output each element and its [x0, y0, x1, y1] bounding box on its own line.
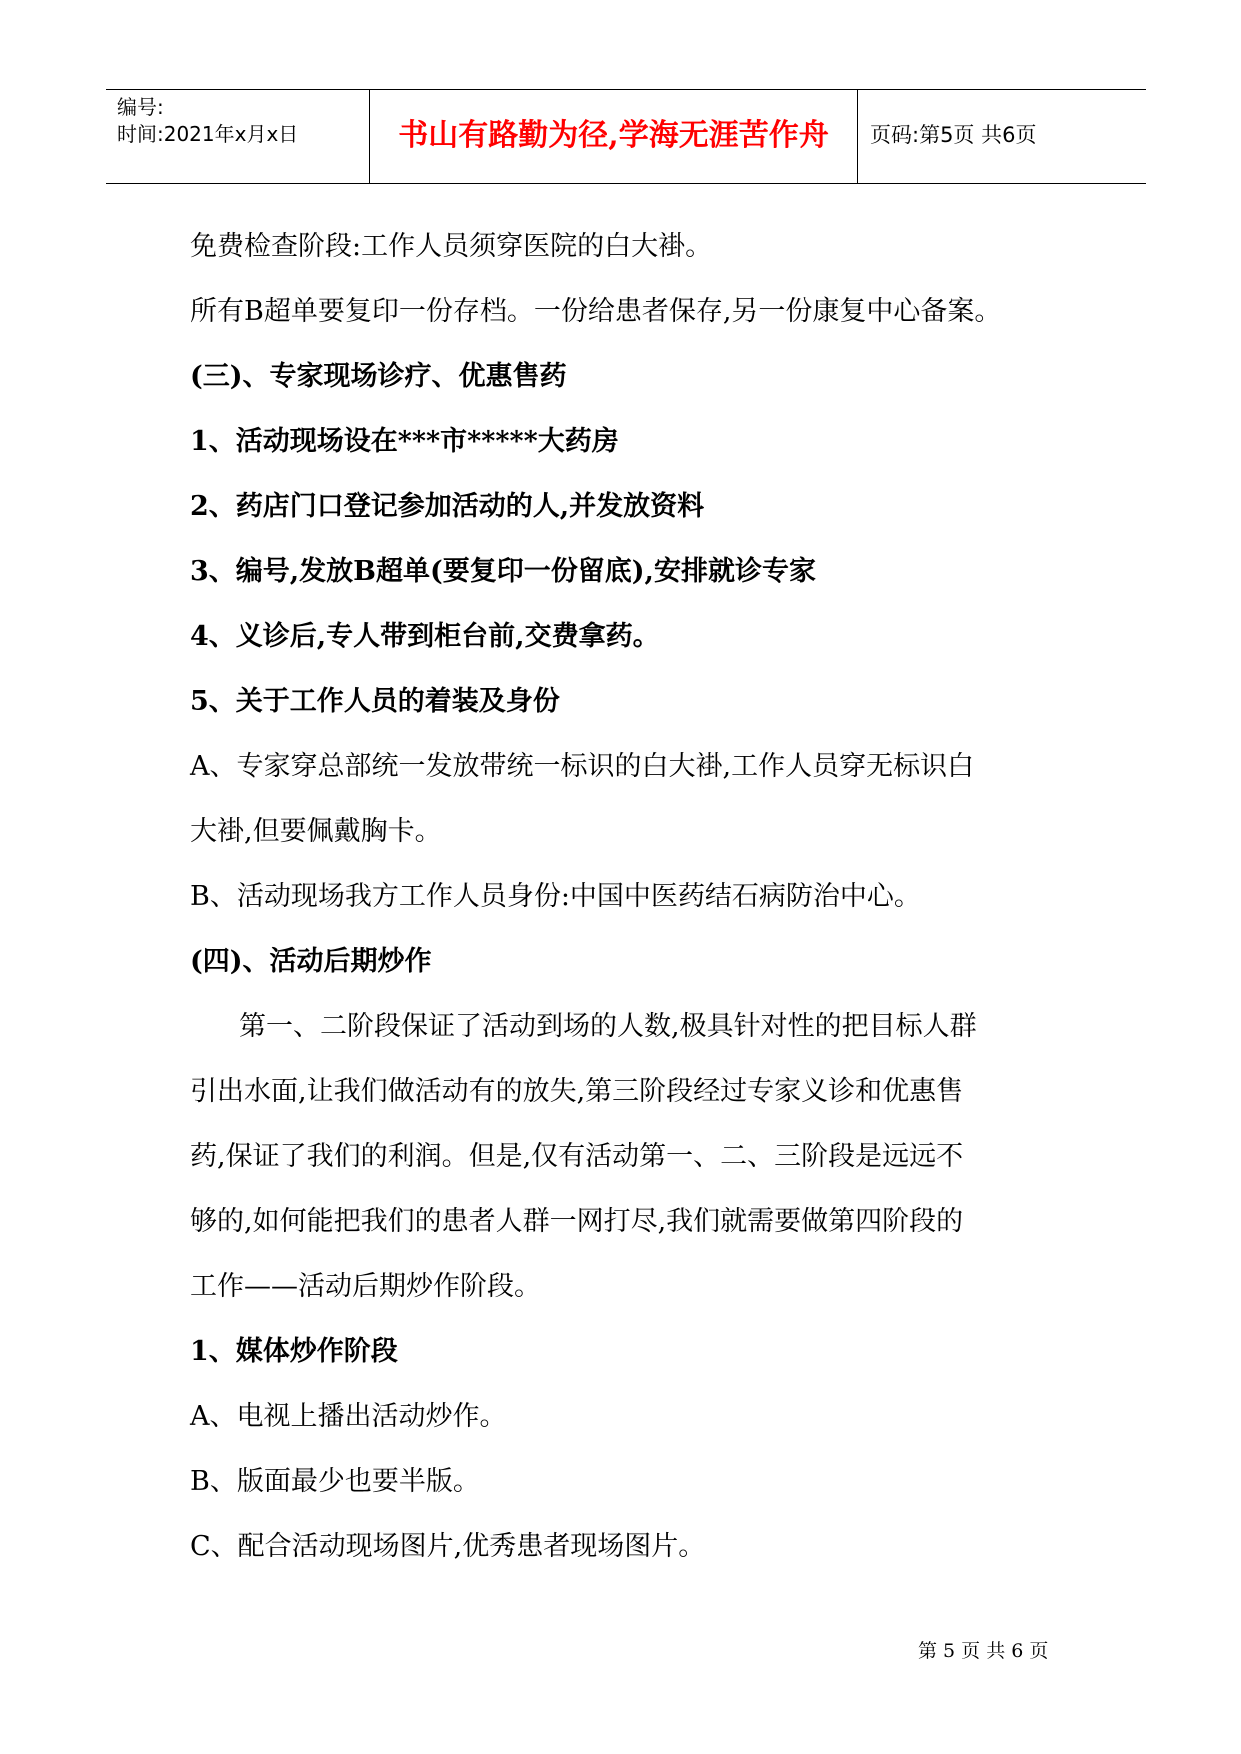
paragraph-line: A、电视上播出活动炒作。	[190, 1401, 507, 1432]
paragraph-line: B、活动现场我方工作人员身份:中国中医药结石病防治中心。	[190, 881, 921, 912]
section-heading: 1、媒体炒作阶段	[190, 1336, 398, 1367]
section-heading: (四)、活动后期炒作	[190, 946, 432, 977]
paragraph-line: 够的,如何能把我们的患者人群一网打尽,我们就需要做第四阶段的	[190, 1206, 964, 1237]
paragraph-line: 工作——活动后期炒作阶段。	[190, 1271, 541, 1302]
section-heading: (三)、专家现场诊疗、优惠售药	[190, 361, 567, 392]
paragraph-line: A、专家穿总部统一发放带统一标识的白大褂,工作人员穿无标识白	[190, 751, 975, 782]
list-item: 2、药店门口登记参加活动的人,并发放资料	[190, 491, 705, 522]
page-footer: 第 5 页 共 6 页	[918, 1640, 1049, 1662]
document-time-label: 时间:2021年x月x日	[117, 122, 299, 146]
paragraph-line: 免费检查阶段:工作人员须穿医院的白大褂。	[190, 231, 713, 262]
paragraph-line: 所有B超单要复印一份存档。一份给患者保存,另一份康复中心备案。	[190, 296, 1002, 327]
paragraph-line: 引出水面,让我们做活动有的放失,第三阶段经过专家义诊和优惠售	[190, 1076, 964, 1107]
paragraph-line: C、配合活动现场图片,优秀患者现场图片。	[190, 1531, 706, 1562]
list-item: 4、义诊后,专人带到柜台前,交费拿药。	[190, 621, 660, 652]
list-item: 1、活动现场设在***市*****大药房	[190, 426, 619, 457]
header-motto: 书山有路勤为径,学海无涯苦作舟	[370, 90, 858, 183]
paragraph-line: 第一、二阶段保证了活动到场的人数,极具针对性的把目标人群	[239, 1011, 977, 1042]
paragraph-line: 药,保证了我们的利润。但是,仅有活动第一、二、三阶段是远远不	[190, 1141, 964, 1172]
list-item: 5、关于工作人员的着装及身份	[190, 686, 560, 717]
document-body	[190, 214, 1060, 1579]
page-header	[106, 89, 1146, 184]
document-number-label: 编号:	[117, 95, 164, 119]
header-meta	[106, 90, 370, 183]
paragraph-line: B、版面最少也要半版。	[190, 1466, 480, 1497]
list-item: 3、编号,发放B超单(要复印一份留底),安排就诊专家	[190, 556, 816, 587]
paragraph-line: 大褂,但要佩戴胸卡。	[190, 816, 442, 847]
header-page-number: 页码:第5页 共6页	[870, 123, 1037, 147]
